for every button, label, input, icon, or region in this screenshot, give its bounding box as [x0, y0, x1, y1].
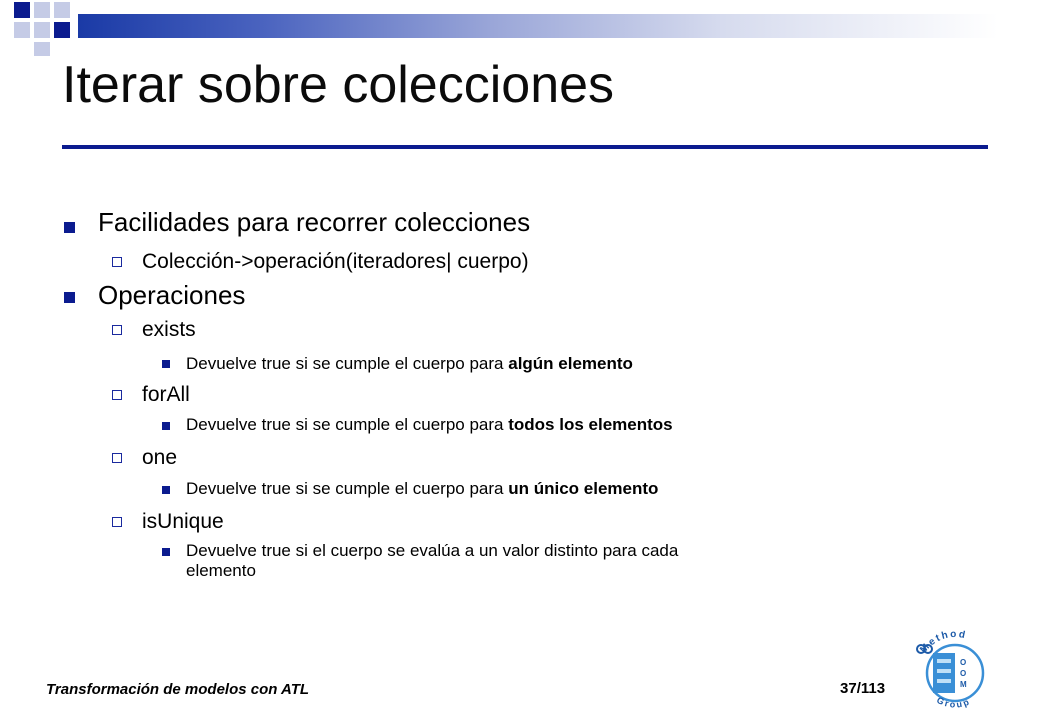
small-bullet-icon: [162, 486, 170, 494]
op-exists: exists: [142, 318, 196, 341]
hollow-bullet-icon: [112, 257, 122, 267]
hollow-bullet-icon: [112, 390, 122, 400]
hollow-bullet-icon: [112, 453, 122, 463]
op-one: one: [142, 446, 178, 469]
small-bullet-icon: [162, 548, 170, 556]
logo-ring-top-text: Method: [918, 628, 968, 656]
title-underline: [62, 145, 988, 149]
page-number: 37/113: [840, 680, 886, 697]
hollow-bullet-icon: [112, 517, 122, 527]
hollow-bullet-icon: [112, 325, 122, 335]
op-isunique-desc-line2: elemento: [186, 561, 256, 580]
bullet-coleccion-sintaxis: Colección->operación(iteradores| cuerpo): [142, 250, 529, 273]
bullet-square-icon: [64, 222, 75, 233]
logo-letter-o2: O: [960, 669, 967, 678]
op-one-desc: Devuelve true si se cumple el cuerpo para un único elemento: [186, 479, 659, 498]
logo-letter-o1: O: [960, 658, 967, 667]
svg-text:Group: [935, 695, 972, 710]
op-isunique-desc-line1: Devuelve true si el cuerpo se evalúa a un valor distinto para cada: [186, 541, 679, 560]
oo-method-logo-icon: [907, 625, 1003, 721]
bullet-facilidades: Facilidades para recorrer colecciones: [98, 207, 531, 237]
op-exists-desc: Devuelve true si se cumple el cuerpo para algún elemento: [186, 354, 633, 373]
logo-letter-m: M: [960, 680, 967, 689]
op-forall: forAll: [142, 383, 190, 406]
small-bullet-icon: [162, 360, 170, 368]
logo-ring-bottom-text: Group: [935, 694, 973, 710]
op-forall-desc: Devuelve true si se cumple el cuerpo para todos los elementos: [186, 415, 673, 434]
bullet-square-icon: [64, 292, 75, 303]
op-isunique: isUnique: [142, 510, 224, 533]
slide-title: Iterar sobre colecciones: [62, 56, 615, 114]
bullet-operaciones: Operaciones: [98, 280, 246, 310]
header-gradient-bar: [78, 14, 998, 38]
small-bullet-icon: [162, 422, 170, 430]
footer-title: Transformación de modelos con ATL: [46, 681, 310, 698]
